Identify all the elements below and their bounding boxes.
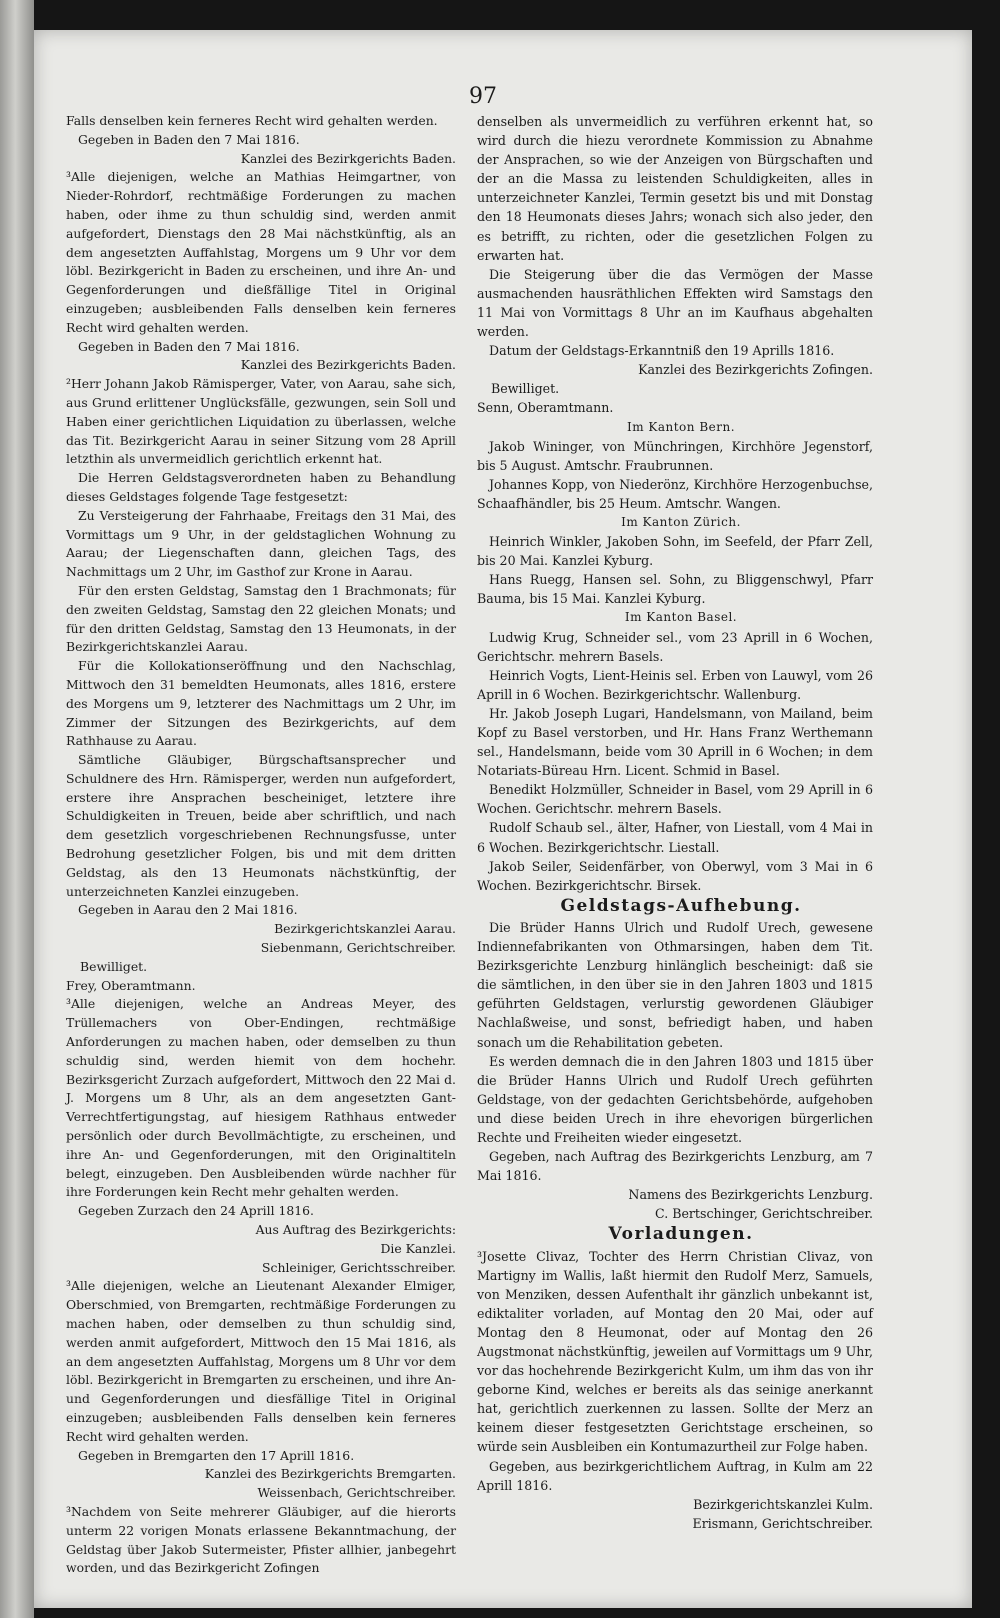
paragraph: Frey, Oberamtmann. xyxy=(66,977,196,993)
paragraph: Im Kanton Bern. xyxy=(626,419,736,434)
paragraph: Jakob Seiler, Seidenfärber, von Oberwyl, vom 3 Mai in 6 Wochen. Bezirkgerichtschr. Birsek. xyxy=(477,858,873,893)
paragraph: Senn, Oberamtmann. xyxy=(477,400,614,416)
paragraph: Ludwig Krug, Schneider sel., vom 23 Aprill in 6 Wochen, Gerichtschr. mehrern Basels. xyxy=(477,629,873,664)
newspaper-page xyxy=(34,30,972,1608)
paragraph: Bezirkgerichtskanzlei Kulm. xyxy=(693,1496,873,1512)
paragraph: Kanzlei des Bezirkgerichts Bremgarten. xyxy=(204,1466,456,1482)
paragraph: Geldstags-Aufhebung. xyxy=(560,895,802,916)
paragraph: Benedikt Holzmüller, Schneider in Basel, vom 29 Aprill in 6 Wochen. Gerichtschr. mehrern Basels. xyxy=(477,782,873,817)
paragraph: Kanzlei des Bezirkgerichts Baden. xyxy=(240,150,456,166)
paragraph: Die Brüder Hanns Ulrich und Rudolf Urech, gewesene Indiennefabrikanten von Othmarsingen, haben dem Tit. Bezirksgerichte Lenzburg hinlänglich bescheinigt: daß sie die sämtlichen, in den über sie in den Jahren 1803 und 1815 geführten Geldstagen, verlurstig gewordenen Gläubiger Nachlaßweise, und sonst, befriedigt haben, und haben sonach um die Rehabilitation gebeten. xyxy=(477,919,873,1050)
paragraph: Für den ersten Geldstag, Samstag den 1 Brachmonats; für den zweiten Geldstag, Samstag den 22 gleichen Monats; und für den dritten Geldstag, Samstag den 13 Heumonats, in der Bezirkgerichtskanzlei Aarau. xyxy=(66,582,456,655)
paragraph: Gegeben in Baden den 7 Mai 1816. xyxy=(78,131,300,147)
paragraph: Gegeben in Aarau den 2 Mai 1816. xyxy=(78,902,298,918)
paragraph: Erismann, Gerichtschreiber. xyxy=(692,1515,873,1531)
book-binding xyxy=(0,0,34,1618)
paragraph: Sämtliche Gläubiger, Bürgschaftsansprecher und Schuldnere des Hrn. Rämisperger, werden nun aufgefordert, erstere ihre Ansprachen bescheiniget, letztere ihre Schuldigkeiten in Treuen, beide aber schriftlich, und nach dem gesetzlich vorgeschriebenen Rechnungsfusse, unter Bedrohung gesetzlicher Folgen, bis und mit dem dritten Geldstag, als den 13 Heumonats nächstkünftig, der unterzeichneten Kanzlei einzugeben. xyxy=(66,752,456,899)
paragraph: Zu Versteigerung der Fahrhaabe, Freitags den 31 Mai, des Vormittags um 9 Uhr, in der geldstaglichen Wohnung zu Aarau; der Liegenschaften dann, gleichen Tags, des Nachmittags um 2 Uhr, im Gasthof zur Krone in Aarau. xyxy=(66,507,456,580)
paragraph: Bewilliget. xyxy=(491,381,560,397)
paragraph: Hr. Jakob Joseph Lugari, Handelsmann, von Mailand, beim Kopf zu Basel verstorben, und Hr. Hans Franz Werthemann sel., Handelsmann, beide vom 30 Aprill in 6 Wochen; in dem Notariats-Büreau Hrn. Licent. Schmid in Basel. xyxy=(477,705,873,779)
paragraph: Jakob Wininger, von Münchringen, Kirchhöre Jegenstorf, bis 5 August. Amtschr. Fraubrunnen. xyxy=(477,438,873,473)
paragraph: Siebenmann, Gerichtschreiber. xyxy=(260,940,456,956)
paragraph: Heinrich Vogts, Lient-Heinis sel. Erben von Lauwyl, vom 26 Aprill in 6 Wochen. Bezirkgerichtschr. Wallenburg. xyxy=(477,667,873,702)
paragraph: ²Herr Johann Jakob Rämisperger, Vater, von Aarau, sahe sich, aus Grund erlittener Unglücksfälle, gezwungen, sein Soll und Haben einer gerichtlichen Liquidation zu überlassen, welche das Tit. Bezirkgericht Aarau in seiner Sitzung vom 28 Aprill letzthin als unvermeidlich gerichtlich erkennt hat. xyxy=(66,376,456,467)
paragraph: Gegeben Zurzach den 24 Aprill 1816. xyxy=(78,1203,314,1219)
paragraph: denselben als unvermeidlich zu verführen erkennt hat, so wird durch die hiezu verordnete Kommission zu Abnahme der Ansprachen, so wie der Anzeigen von Bürgschaften und der an die Massa zu leistenden Schuldigkeiten, alles in unterzeichneter Kanzlei, Termin gesetzt bis und mit Donstag den 18 Heumonats dieses Jahrs; wonach sich also jeder, den es betrifft, zu richten, oder die gesetzlichen Folgen zu erwarten hat. xyxy=(477,114,873,263)
paragraph: Im Kanton Basel. xyxy=(624,610,738,625)
paragraph: ³Alle diejenigen, welche an Mathias Heimgartner, von Nieder-Rohrdorf, rechtmäßige Forderungen zu machen haben, oder ihme zu thun schuldig sind, werden anmit aufgefordert, Dienstags den 28 Mai nächstkünftig, als an dem angesetzten Auffahlstag, Morgens um 9 Uhr vor dem löbl. Bezirkgericht in Baden zu erscheinen, und ihre An- und Gegenforderungen und dießfällige Titel in Original einzugeben; ausbleibenden Falls denselben kein ferneres Recht wird gehalten werden. xyxy=(66,169,456,335)
paragraph: Schleiniger, Gerichtsschreiber. xyxy=(262,1259,456,1275)
paragraph: Die Herren Geldstagsverordneten haben zu Behandlung dieses Geldstages folgende Tage festgesetzt: xyxy=(66,470,456,504)
left-column xyxy=(66,112,456,1578)
paragraph: ³Nachdem von Seite mehrerer Gläubiger, auf die hierorts unterm 22 vorigen Monats erlassene Bekanntmachung, der Geldstag über Jakob Sutermeister, Pfister allhier, janbegehrt worden, und das Bezirkgericht Zofingen xyxy=(66,1503,456,1576)
paragraph: Rudolf Schaub sel., älter, Hafner, von Liestall, vom 4 Mai in 6 Wochen. Bezirkgerichtschr. Liestall. xyxy=(477,820,873,855)
paragraph: Die Kanzlei. xyxy=(380,1240,456,1256)
paragraph: Vorladungen. xyxy=(608,1224,754,1245)
paragraph: Gegeben in Bremgarten den 17 Aprill 1816. xyxy=(78,1447,355,1463)
paragraph: ³Josette Clivaz, Tochter des Herrn Christian Clivaz, von Martigny im Wallis, laßt hiermit den Rudolf Merz, Samuels, von Menziken, dessen Aufenthalt ihr gänzlich unbekannt ist, ediktaliter vorladen, auf Montag den 20 Mai, oder auf Montag den 8 Heumonat, oder auf Montag den 26 Augstmonat nächstkünftig, jeweilen auf Vormittags um 9 Uhr, vor das hochehrende Bezirkgericht Kulm, um ihm das von ihr geborne Kind, welches er bereits als das seinige anerkannt hat, gerichtlich zuerkennen zu lassen. Sollte der Merz an keinem dieser festgesetzten Gerichtstage erscheinen, so würde sein Ausbleiben ein Kontumazurtheil zur Folge haben. xyxy=(477,1248,873,1455)
paragraph: ³Alle diejenigen, welche an Andreas Meyer, des Trüllemachers von Ober-Endingen, rechtmäßige Anforderungen zu machen haben, oder demselben zu thun schuldig sind, werden hiemit von dem hochehr. Bezirksgericht Zurzach aufgefordert, Mittwoch den 22 Mai d. J. Morgens um 8 Uhr, als an dem angesetzten Gant-Verrechtfertigungstag, auf hiesigem Rathhaus entweder persönlich oder durch Bevollmächtigte, zu erscheinen, und ihre An- und Gegenforderungen, mit den Originaltiteln belegt, einzugeben. Den Ausbleibenden würde nachher für ihre Forderungen kein Recht mehr gehalten werden. xyxy=(66,996,456,1200)
paragraph: Gegeben, nach Auftrag des Bezirkgerichts Lenzburg, am 7 Mai 1816. xyxy=(477,1149,873,1184)
paragraph: Es werden demnach die in den Jahren 1803 und 1815 über die Brüder Hanns Ulrich und Rudolf Urech geführten Geldstage, von der gedachten Gerichtsbehörde, aufgehoben und diese beiden Urech in ihre ehevorigen bürgerlichen Rechte und Freiheiten wieder eingesetzt. xyxy=(477,1053,873,1145)
paragraph: Aus Auftrag des Bezirkgerichts: xyxy=(255,1222,456,1238)
paragraph: Kanzlei des Bezirkgerichts Baden. xyxy=(240,357,456,373)
paragraph: Falls denselben kein ferneres Recht wird gehalten werden. xyxy=(66,113,438,128)
paragraph: Bezirkgerichtskanzlei Aarau. xyxy=(274,921,456,937)
paragraph: Datum der Geldstags-Erkanntniß den 19 Aprills 1816. xyxy=(489,343,835,359)
paragraph: Johannes Kopp, von Niederönz, Kirchhöre Herzogenbuchse, Schaafhändler, bis 25 Heum. Amtschr. Wangen. xyxy=(477,476,873,511)
paragraph: Namens des Bezirkgerichts Lenzburg. xyxy=(628,1187,873,1203)
paragraph: Bewilliget. xyxy=(80,958,148,974)
right-column xyxy=(477,112,873,1533)
paragraph: Gegeben, aus bezirkgerichtlichem Auftrag, in Kulm am 22 Aprill 1816. xyxy=(477,1458,873,1493)
paragraph: Für die Kollokationseröffnung und den Nachschlag, Mittwoch den 31 bemeldten Heumonats, alles 1816, erstere des Morgens um 9, letzterer des Nachmittags um 2 Uhr, im Zimmer der Sitzungen des Bezirkgerichts, auf dem Rathhause zu Aarau. xyxy=(66,658,456,749)
paragraph: Gegeben in Baden den 7 Mai 1816. xyxy=(78,338,300,354)
paragraph: Heinrich Winkler, Jakoben Sohn, im Seefeld, der Pfarr Zell, bis 20 Mai. Kanzlei Kyburg. xyxy=(477,534,873,569)
paragraph: Die Steigerung über die das Vermögen der Masse ausmachenden hausräthlichen Effekten wird Samstags den 11 Mai von Vormittags 8 Uhr an im Kaufhaus abgehalten werden. xyxy=(477,266,873,340)
page-number: 97 xyxy=(469,84,497,109)
paragraph: Weissenbach, Gerichtschreiber. xyxy=(257,1485,456,1501)
paragraph: Im Kanton Zürich. xyxy=(621,514,741,529)
paragraph: ³Alle diejenigen, welche an Lieutenant Alexander Elmiger, Oberschmied, von Bremgarten, rechtmäßige Forderungen zu machen haben, oder demselben zu thun schuldig sind, werden anmit aufgefordert, Mittwoch den 15 Mai 1816, als an dem angesetzten Auffahlstag, Morgens um 8 Uhr vor dem löbl. Bezirkgericht in Bremgarten zu erscheinen, und ihre An- und Gegenforderungen und diesfällige Titel in Original einzugeben; ausbleibenden Falls denselben kein ferneres Recht wird gehalten werden. xyxy=(66,1278,456,1444)
paragraph: Hans Ruegg, Hansen sel. Sohn, zu Bliggenschwyl, Pfarr Bauma, bis 15 Mai. Kanzlei Kyburg. xyxy=(477,572,873,607)
paragraph: C. Bertschinger, Gerichtschreiber. xyxy=(655,1206,873,1222)
paragraph: Kanzlei des Bezirkgerichts Zofingen. xyxy=(638,362,873,378)
